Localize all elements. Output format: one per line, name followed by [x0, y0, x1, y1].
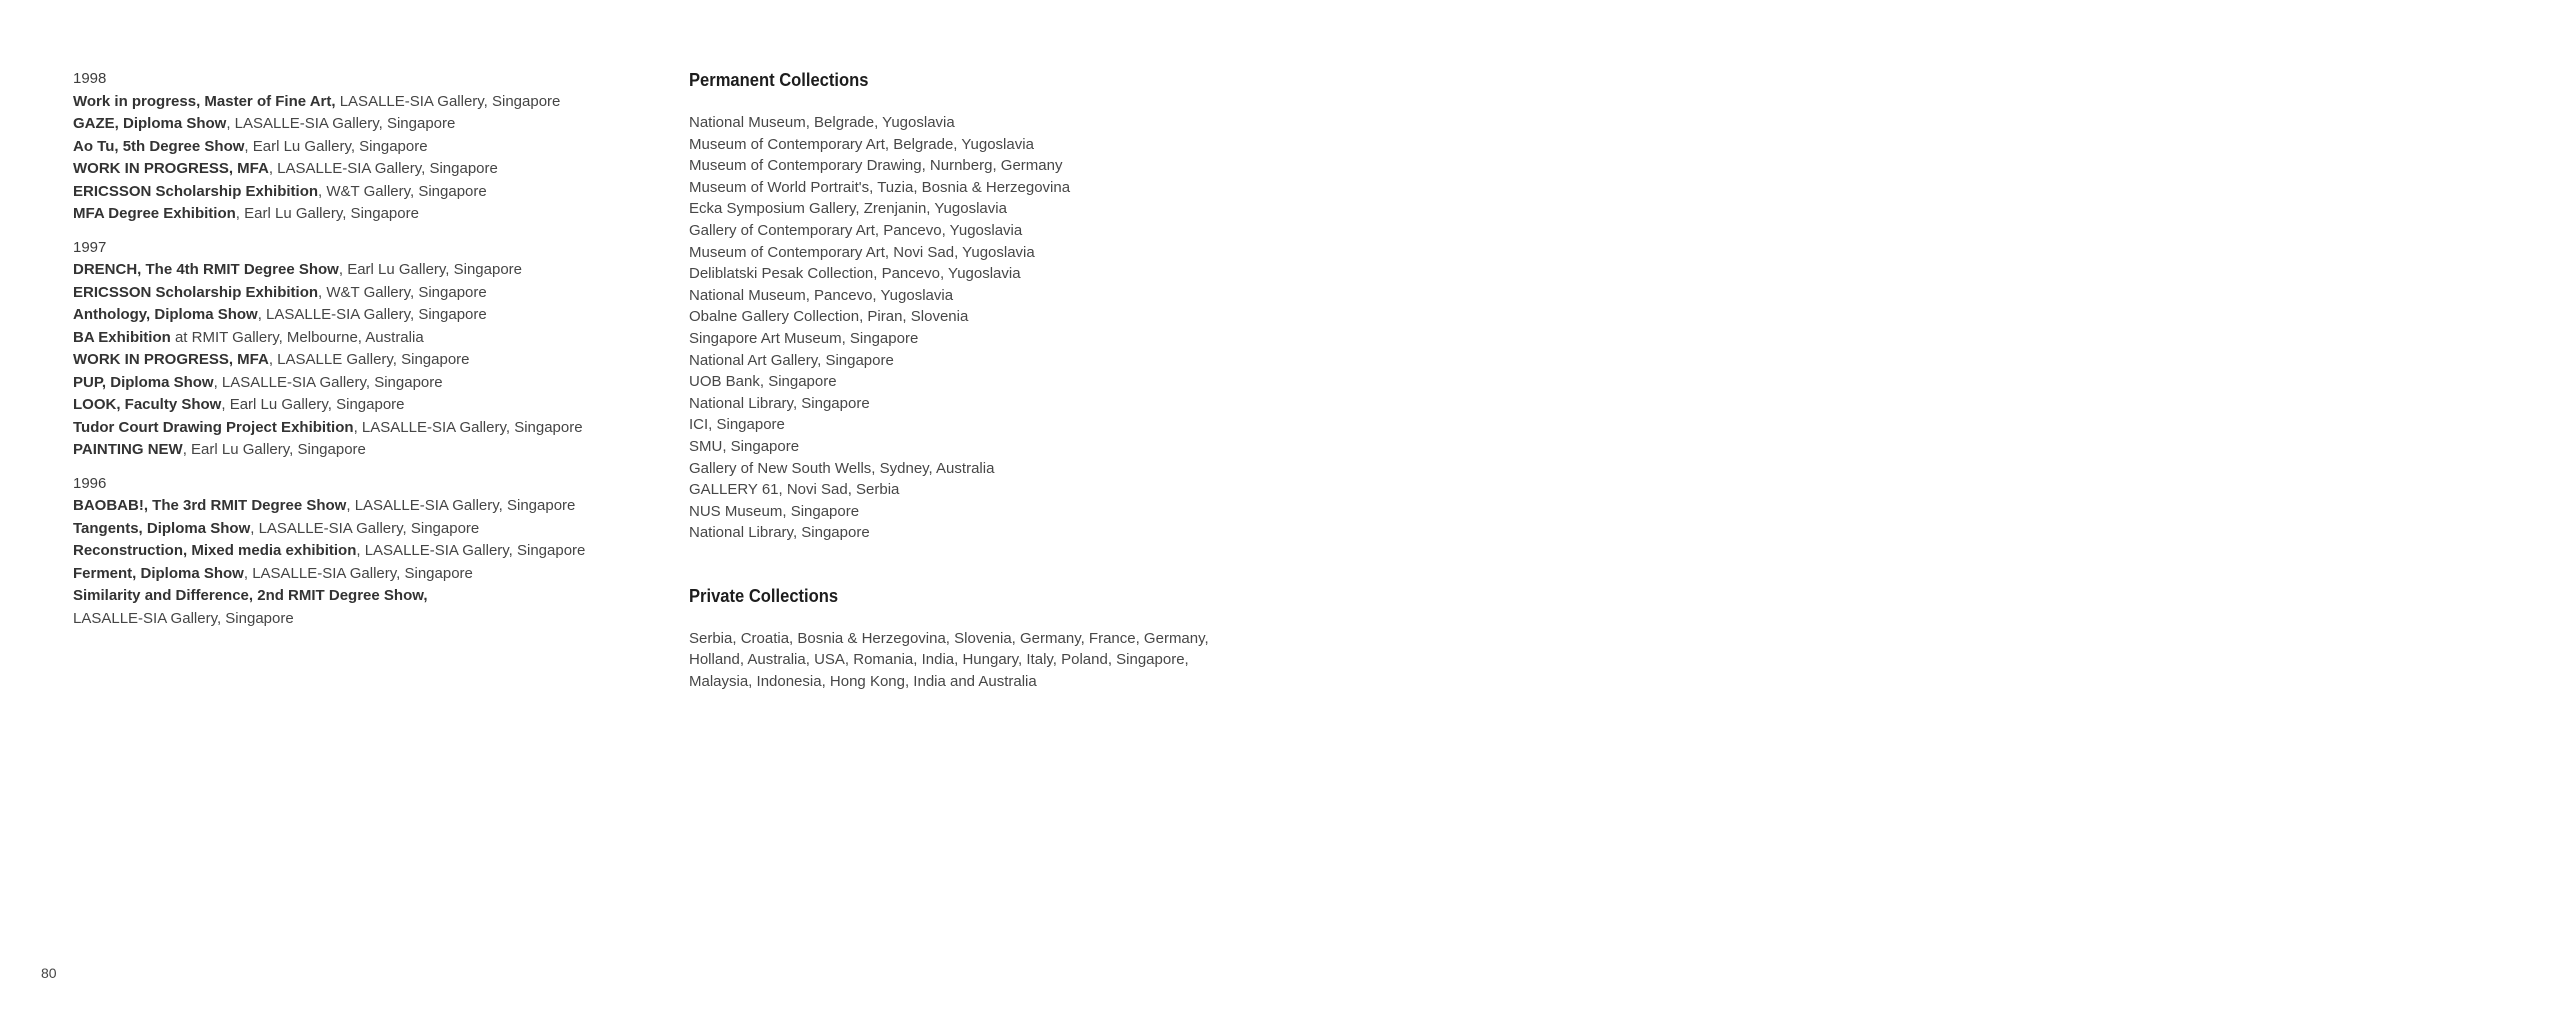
exhibition-venue: LASALLE-SIA Gallery, Singapore: [73, 609, 294, 627]
section-title: Private Collections: [689, 585, 839, 606]
exhibition-venue: , Earl Lu Gallery, Singapore: [182, 441, 366, 458]
exhibition-entry: [73, 563, 633, 586]
private-collections-text: Serbia, Croatia, Bosnia & Herzegovina, Slovenia, Germany, France, Germany, Holland, Australia, USA, Romania, India, Hungary, Italy, Poland, Singapore, Malaysia, Indonesia, Hong Kong, India and Australia: [689, 629, 1209, 691]
exhibition-entry: [73, 181, 633, 204]
exhibition-entry: [73, 585, 633, 608]
exhibition-title: BA Exhibition: [73, 328, 171, 346]
exhibition-title: ERICSSON Scholarship Exhibition: [73, 182, 319, 200]
exhibition-venue: , LASALLE-SIA Gallery, Singapore: [346, 497, 576, 514]
exhibition-year-group: [73, 68, 633, 226]
exhibition-venue: , Earl Lu Gallery, Singapore: [338, 261, 523, 278]
exhibition-venue: , Earl Lu Gallery, Singapore: [244, 137, 428, 155]
exhibition-venue: , W&T Gallery, Singapore: [318, 283, 487, 301]
exhibition-venue: , LASALLE-SIA Gallery, Singapore: [356, 542, 586, 559]
exhibition-entry: [73, 439, 633, 462]
collection-list: [689, 112, 1249, 544]
exhibition-entry: [73, 495, 633, 518]
exhibition-entry: [73, 91, 633, 114]
year-heading: 1996: [73, 474, 107, 492]
exhibition-venue: LASALLE-SIA Gallery, Singapore: [335, 92, 561, 110]
exhibition-entry: [73, 417, 633, 440]
exhibition-title: MFA Degree Exhibition: [73, 205, 236, 222]
collection-item: Singapore Art Museum, Singapore: [689, 329, 919, 347]
collection-item: Deliblatski Pesak Collection, Pancevo, Yugoslavia: [689, 265, 1021, 283]
exhibition-venue: , LASALLE-SIA Gallery, Singapore: [213, 373, 443, 391]
exhibition-year-group: [73, 473, 633, 631]
exhibition-title: PUP, Diploma Show: [73, 373, 214, 391]
collection-item: Obalne Gallery Collection, Piran, Slovenia: [689, 308, 969, 326]
exhibition-entry: [73, 282, 633, 305]
collection-item: GALLERY 61, Novi Sad, Serbia: [689, 481, 900, 499]
exhibition-title: Ferment, Diploma Show: [73, 564, 244, 582]
collection-item: SMU, Singapore: [689, 437, 800, 455]
exhibition-title: WORK IN PROGRESS, MFA: [73, 351, 269, 368]
exhibition-title: BAOBAB!, The 3rd RMIT Degree Show: [73, 497, 347, 514]
collection-item: Gallery of Contemporary Art, Pancevo, Yugoslavia: [689, 221, 1023, 239]
page-number: 80: [41, 965, 57, 981]
private-collections-section: [689, 584, 1249, 693]
exhibition-venue: , LASALLE Gallery, Singapore: [268, 351, 470, 368]
exhibition-entry: [73, 136, 633, 159]
exhibition-venue: , LASALLE-SIA Gallery, Singapore: [243, 564, 473, 582]
collection-item: National Museum, Belgrade, Yugoslavia: [689, 114, 955, 131]
exhibition-title: Ao Tu, 5th Degree Show: [73, 137, 245, 155]
exhibition-title: Similarity and Difference, 2nd RMIT Degree Show,: [73, 587, 428, 604]
exhibition-title: Work in progress, Master of Fine Art,: [73, 92, 336, 110]
collections-column: [689, 68, 1249, 693]
exhibition-entry: [73, 394, 633, 417]
exhibition-title: DRENCH, The 4th RMIT Degree Show: [73, 261, 339, 278]
collection-item: NUS Museum, Singapore: [689, 502, 860, 520]
collection-item: Museum of World Portrait's, Tuzia, Bosnia & Herzegovina: [689, 178, 1071, 196]
exhibition-venue: , Earl Lu Gallery, Singapore: [235, 205, 419, 222]
collection-item: Gallery of New South Wells, Sydney, Australia: [689, 459, 995, 477]
year-heading: 1998: [73, 70, 107, 87]
exhibition-venue: , W&T Gallery, Singapore: [318, 182, 487, 200]
collection-item: Museum of Contemporary Art, Belgrade, Yugoslavia: [689, 135, 1034, 153]
collection-item: UOB Bank, Singapore: [689, 373, 837, 391]
exhibition-entry: [73, 518, 633, 541]
collection-item: National Library, Singapore: [689, 524, 870, 542]
exhibition-title: PAINTING NEW: [73, 441, 183, 458]
exhibition-entry: [73, 327, 633, 350]
exhibition-entry: [73, 349, 633, 372]
collection-item: National Library, Singapore: [689, 394, 870, 412]
exhibition-venue: , LASALLE-SIA Gallery, Singapore: [268, 160, 498, 177]
exhibition-year-group: [73, 237, 633, 462]
exhibition-title: Tangents, Diploma Show: [73, 519, 251, 537]
collection-item: Museum of Contemporary Drawing, Nurnberg, Germany: [689, 157, 1063, 175]
collection-item: National Museum, Pancevo, Yugoslavia: [689, 286, 954, 304]
exhibition-venue: , LASALLE-SIA Gallery, Singapore: [226, 115, 456, 132]
exhibition-venue: , LASALLE-SIA Gallery, Singapore: [257, 306, 487, 323]
collection-item: Ecka Symposium Gallery, Zrenjanin, Yugoslavia: [689, 200, 1007, 218]
exhibition-title: LOOK, Faculty Show: [73, 396, 222, 413]
year-heading: 1997: [73, 238, 107, 256]
exhibition-entry: [73, 113, 633, 136]
exhibition-entry: [73, 203, 633, 226]
section-title: Permanent Collections: [689, 70, 869, 90]
exhibition-venue: at RMIT Gallery, Melbourne, Australia: [170, 328, 424, 346]
exhibition-title: Reconstruction, Mixed media exhibition: [73, 542, 357, 559]
exhibition-title: Anthology, Diploma Show: [73, 306, 258, 323]
collection-item: Museum of Contemporary Art, Novi Sad, Yugoslavia: [689, 243, 1035, 261]
exhibitions-column: [73, 68, 633, 641]
exhibition-entry: [73, 372, 633, 395]
collection-item: ICI, Singapore: [689, 416, 785, 434]
exhibition-entry: [73, 608, 633, 631]
exhibition-entry: [73, 304, 633, 327]
exhibition-entry: [73, 540, 633, 563]
exhibition-venue: , LASALLE-SIA Gallery, Singapore: [250, 519, 480, 537]
exhibition-title: Tudor Court Drawing Project Exhibition: [73, 418, 354, 436]
exhibition-entry: [73, 158, 633, 181]
exhibition-title: ERICSSON Scholarship Exhibition: [73, 283, 319, 301]
exhibition-title: GAZE, Diploma Show: [73, 115, 227, 132]
exhibition-title: WORK IN PROGRESS, MFA: [73, 160, 269, 177]
exhibition-entry: [73, 259, 633, 282]
permanent-collections-section: [689, 68, 1249, 544]
exhibition-venue: , LASALLE-SIA Gallery, Singapore: [353, 418, 583, 436]
exhibition-venue: , Earl Lu Gallery, Singapore: [221, 396, 405, 413]
collection-item: National Art Gallery, Singapore: [689, 351, 894, 369]
